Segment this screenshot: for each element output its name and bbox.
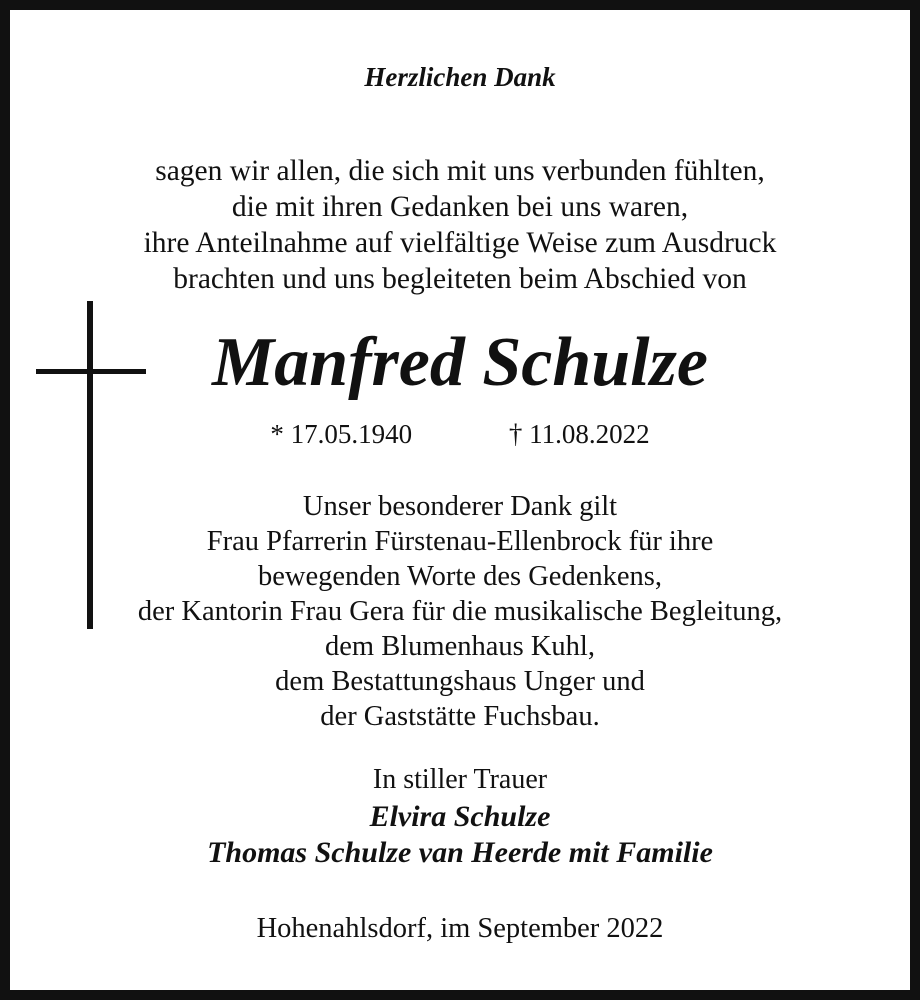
intro-text bbox=[10, 153, 910, 297]
intro-line: die mit ihren Gedanken bei uns waren, bbox=[231, 191, 689, 223]
thanks-line: der Gaststätte Fuchsbau. bbox=[320, 701, 600, 732]
intro-line: sagen wir allen, die sich mit uns verbunden fühlten, bbox=[155, 155, 765, 187]
thanks-text bbox=[10, 489, 910, 734]
mourning-label: In stiller Trauer bbox=[372, 764, 548, 795]
signer-name: Elvira Schulze bbox=[369, 800, 551, 833]
thanks-line: bewegenden Worte des Gedenkens, bbox=[258, 561, 662, 592]
birth-date: * 17.05.1940 bbox=[270, 419, 413, 449]
life-dates bbox=[10, 417, 910, 451]
thanks-line: dem Bestattungshaus Unger und bbox=[275, 666, 645, 697]
deceased-name: Manfred Schulze bbox=[212, 324, 708, 401]
thanks-line: Unser besonderer Dank gilt bbox=[302, 491, 618, 522]
thanks-line: Frau Pfarrerin Fürstenau-Ellenbrock für ihre bbox=[206, 526, 714, 557]
thanks-line: dem Blumenhaus Kuhl, bbox=[325, 631, 595, 662]
intro-line: ihre Anteilnahme auf vielfältige Weise zum Ausdruck bbox=[143, 227, 777, 259]
thanks-line: der Kantorin Frau Gera für die musikalische Begleitung, bbox=[137, 596, 783, 627]
intro-line: brachten und uns begleiteten beim Abschied von bbox=[173, 263, 747, 295]
death-date: † 11.08.2022 bbox=[508, 419, 650, 449]
signer-name: Thomas Schulze van Heerde mit Familie bbox=[207, 836, 713, 869]
heading: Herzlichen Dank bbox=[364, 62, 556, 92]
place-date: Hohenahlsdorf, im September 2022 bbox=[256, 913, 664, 944]
